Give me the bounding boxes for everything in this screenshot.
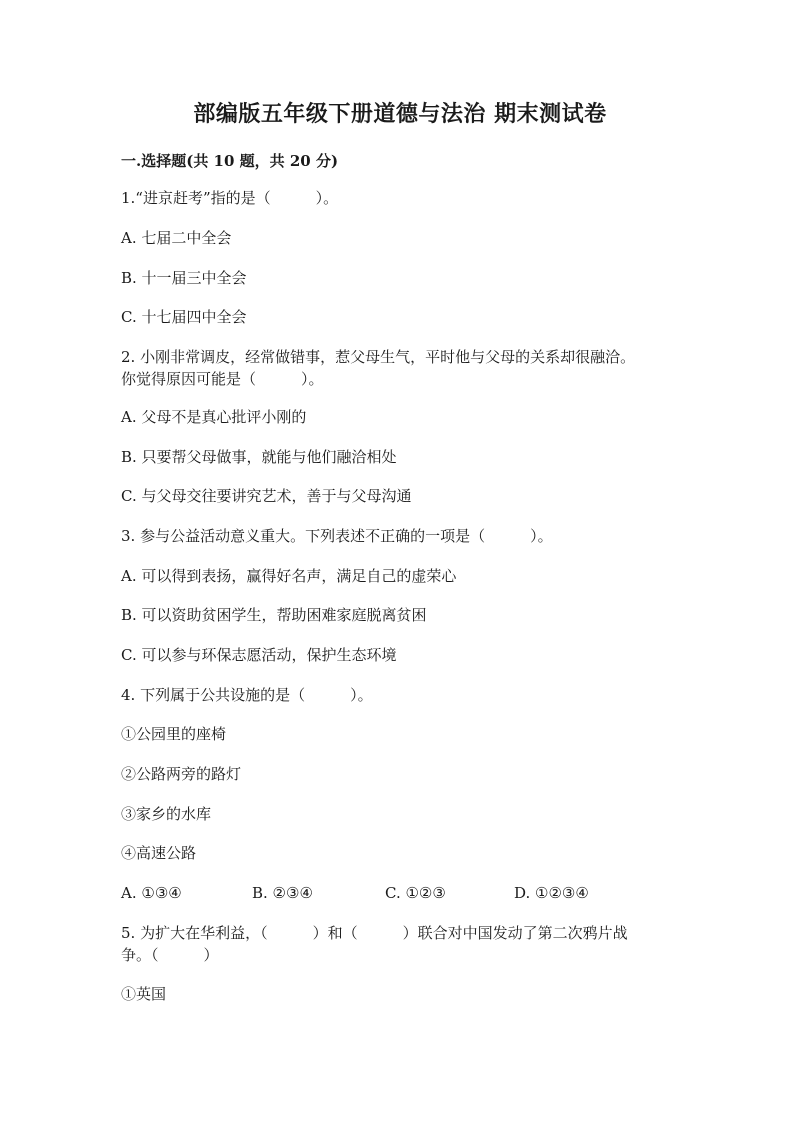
question-3-option-a: A. 可以得到表扬，赢得好名声，满足自己的虚荣心 — [121, 567, 457, 585]
question-4-item-1: ①公园里的座椅 — [121, 725, 227, 743]
question-2-stem-line-2: 你觉得原因可能是（ ）。 — [121, 370, 324, 388]
question-4-item-4: ④高速公路 — [121, 844, 197, 862]
question-4-item-2: ②公路两旁的路灯 — [121, 765, 242, 783]
question-4-item-3: ③家乡的水库 — [121, 805, 212, 823]
question-3-option-c: C. 可以参与环保志愿活动，保护生态环境 — [121, 646, 397, 664]
question-4-option-b: B. ②③④ — [252, 884, 313, 902]
question-3-stem: 3. 参与公益活动意义重大。下列表述不正确的一项是（ ）。 — [121, 527, 553, 545]
question-5-item-1: ①英国 — [121, 985, 167, 1003]
question-1-option-c: C. 十七届四中全会 — [121, 308, 247, 326]
question-2-stem-line-1: 2. 小刚非常调皮，经常做错事，惹父母生气，平时他与父母的关系却很融洽。 — [121, 348, 636, 366]
section-heading: 一.选择题(共 10 题，共 20 分) — [121, 152, 339, 170]
question-4-option-c: C. ①②③ — [385, 884, 446, 902]
question-1-option-a: A. 七届二中全会 — [121, 229, 232, 247]
question-5-stem-line-1: 5. 为扩大在华利益，（ ）和（ ）联合对中国发动了第二次鸦片战 — [121, 924, 628, 942]
question-4-stem: 4. 下列属于公共设施的是（ ）。 — [121, 686, 373, 704]
question-4-option-a: A. ①③④ — [121, 884, 182, 902]
question-5-stem-line-2: 争。（ ） — [121, 946, 219, 964]
question-4-option-d: D. ①②③④ — [514, 884, 589, 902]
question-2-option-a: A. 父母不是真心批评小刚的 — [121, 408, 307, 426]
question-3-option-b: B. 可以资助贫困学生，帮助困难家庭脱离贫困 — [121, 606, 427, 624]
exam-title: 部编版五年级下册道德与法治 期末测试卷 — [193, 101, 607, 127]
question-2-option-c: C. 与父母交往要讲究艺术，善于与父母沟通 — [121, 487, 412, 505]
question-1-stem: 1.“进京赶考”指的是（ ）。 — [121, 189, 339, 207]
question-2-option-b: B. 只要帮父母做事，就能与他们融洽相处 — [121, 448, 397, 466]
question-1-option-b: B. 十一届三中全会 — [121, 269, 247, 287]
question-4-options — [121, 882, 681, 904]
